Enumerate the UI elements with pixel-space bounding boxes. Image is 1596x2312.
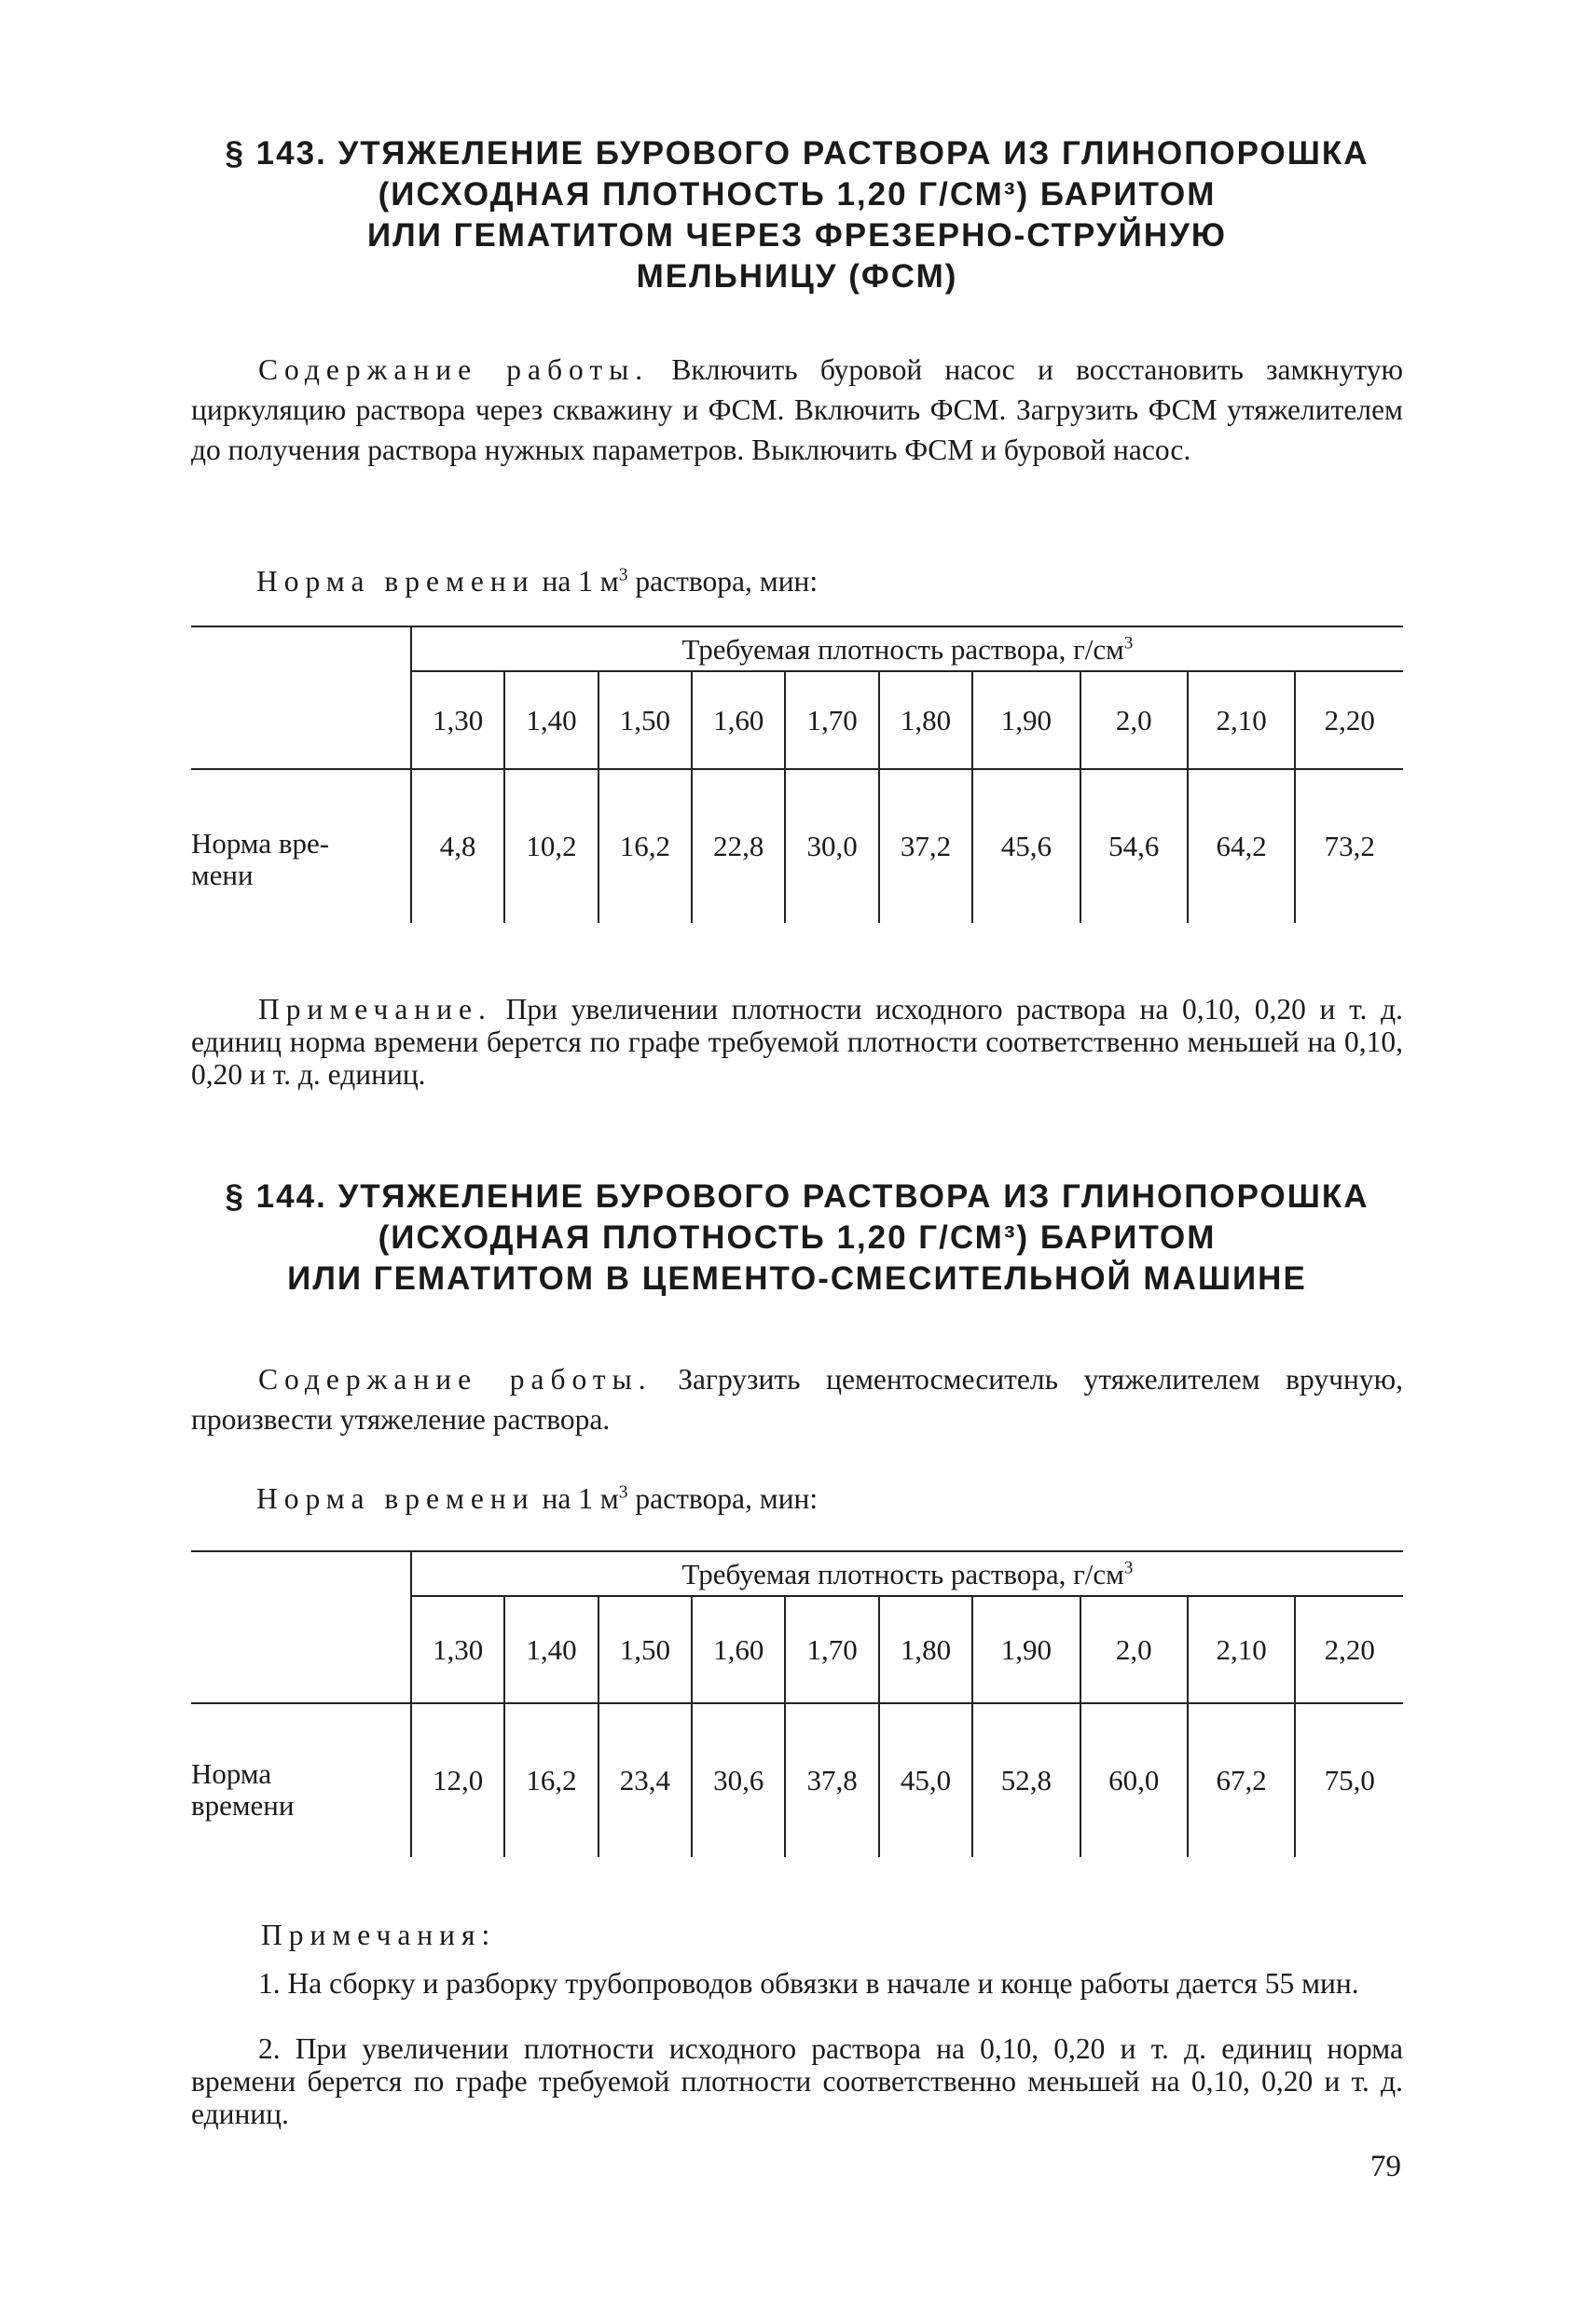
norm-label: Норма времени — [256, 1482, 535, 1515]
content-label: Содержание работы. — [258, 1363, 653, 1396]
density-cell: 1,80 — [879, 671, 972, 769]
value-cell: 12,0 — [411, 1703, 504, 1857]
density-cell: 2,20 — [1295, 1596, 1403, 1703]
heading-line: (ИСХОДНАЯ ПЛОТНОСТЬ 1,20 Г/СМ³) БАРИТОМ — [378, 176, 1217, 213]
value-cell: 64,2 — [1188, 769, 1295, 923]
section-143-norm-line — [256, 563, 818, 600]
value-cell: 75,0 — [1295, 1703, 1403, 1857]
value-cell: 16,2 — [598, 769, 692, 923]
value-cell: 30,6 — [692, 1703, 785, 1857]
row-label: Норма вре- мени — [191, 769, 411, 923]
value-cell: 37,2 — [879, 769, 972, 923]
value-cell: 67,2 — [1188, 1703, 1295, 1857]
content-text: Включить буровой насос и восстановить замкнутую циркуляцию раствора через скважину и ФСМ. Включить ФСМ. Загрузить ФСМ утяжелителем до получения раствора нужных параметров. Выключить ФСМ и буровой насос. — [191, 353, 1403, 466]
value-cell: 60,0 — [1080, 1703, 1188, 1857]
density-cell: 1,50 — [598, 671, 692, 769]
content-label: Содержание работы. — [258, 353, 650, 386]
value-cell: 45,6 — [972, 769, 1080, 923]
value-cell: 52,8 — [972, 1703, 1080, 1857]
density-cell: 1,90 — [972, 1596, 1080, 1703]
density-cell: 1,40 — [504, 671, 598, 769]
norm-sup: 3 — [618, 1482, 628, 1503]
section-144-heading — [168, 1177, 1426, 1300]
heading-line: ИЛИ ГЕМАТИТОМ В ЦЕМЕНТО-СМЕСИТЕЛЬНОЙ МАШИНЕ — [287, 1260, 1307, 1297]
value-cell: 37,8 — [785, 1703, 878, 1857]
norm-sup: 3 — [618, 565, 628, 585]
norm-text-post: раствора, мин: — [627, 565, 819, 598]
value-cell: 22,8 — [692, 769, 785, 923]
value-cell: 10,2 — [504, 769, 598, 923]
density-cell: 1,30 — [411, 1596, 504, 1703]
density-cell: 1,40 — [504, 1596, 598, 1703]
section-144-content — [191, 1359, 1403, 1439]
page-number: 79 — [1370, 2150, 1401, 2183]
density-cell: 1,50 — [598, 1596, 692, 1703]
norm-label: Норма времени — [256, 565, 535, 598]
section-144-norm-line — [256, 1480, 818, 1518]
section-143-note — [191, 993, 1403, 1091]
section-143-table — [191, 626, 1403, 923]
density-cell: 1,90 — [972, 671, 1080, 769]
norm-text: на 1 м — [542, 565, 619, 598]
density-cell: 2,10 — [1188, 1596, 1295, 1703]
section-143-content — [191, 350, 1403, 470]
heading-line: § 144. УТЯЖЕЛЕНИЕ БУРОВОГО РАСТВОРА ИЗ ГЛИНОПОРОШКА — [225, 1178, 1369, 1215]
value-cell: 16,2 — [504, 1703, 598, 1857]
section-143-heading — [168, 133, 1426, 297]
section-144-table — [191, 1550, 1403, 1857]
heading-line: МЕЛЬНИЦУ (ФСМ) — [636, 258, 958, 295]
heading-line: ИЛИ ГЕМАТИТОМ ЧЕРЕЗ ФРЕЗЕРНО-СТРУЙНУЮ — [367, 217, 1227, 254]
density-cell: 1,60 — [692, 1596, 785, 1703]
value-cell: 23,4 — [598, 1703, 692, 1857]
table-header: Требуемая плотность раствора, $г/см^3$ — [411, 626, 1403, 671]
heading-line: § 143. УТЯЖЕЛЕНИЕ БУРОВОГО РАСТВОРА ИЗ ГЛИНОПОРОШКА — [225, 135, 1369, 172]
density-cell: 1,60 — [692, 671, 785, 769]
section-144-note-1: 1. На сборку и разборку трубопроводов обвязки в начале и конце работы дается 55 мин. — [258, 1967, 1359, 2000]
value-cell: 73,2 — [1295, 769, 1403, 923]
density-cell: 1,80 — [879, 1596, 972, 1703]
norm-text-post: раствора, мин: — [627, 1482, 819, 1515]
density-cell: 1,30 — [411, 671, 504, 769]
density-cell: 1,70 — [785, 671, 878, 769]
norm-text: на 1 м — [542, 1482, 619, 1515]
density-cell: 2,0 — [1080, 671, 1188, 769]
value-cell: 45,0 — [879, 1703, 972, 1857]
note-text: При увеличении плотности исходного раствора на 0,10, 0,20 и т. д. единиц норма времени берется по графе требуемой плотности соответственно меньшей на 0,10, 0,20 и т. д. единиц. — [191, 993, 1403, 1091]
density-cell: 1,70 — [785, 1596, 878, 1703]
value-cell: 54,6 — [1080, 769, 1188, 923]
density-cell: 2,20 — [1295, 671, 1403, 769]
section-144-notes-title: Примечания: — [261, 1919, 497, 1951]
density-cell: 2,10 — [1188, 671, 1295, 769]
value-cell: 30,0 — [785, 769, 878, 923]
density-cell: 2,0 — [1080, 1596, 1188, 1703]
value-cell: 4,8 — [411, 769, 504, 923]
heading-line: (ИСХОДНАЯ ПЛОТНОСТЬ 1,20 Г/СМ³) БАРИТОМ — [378, 1219, 1217, 1256]
content-text: Загрузить цементосмеситель утяжелителем вручную, произвести утяжеление раствора. — [191, 1363, 1403, 1436]
note-label: Примечание. — [258, 993, 492, 1025]
row-label: Норма времени — [191, 1703, 411, 1857]
table-header: Требуемая плотность раствора, $г/см^3$ — [411, 1551, 1403, 1596]
section-144-note-2: 2. При увеличении плотности исходного раствора на 0,10, 0,20 и т. д. единиц норма времени берется по графе требуемой плотности соответственно меньшей на 0,10, 0,20 и т. д. единиц. — [191, 2032, 1403, 2130]
